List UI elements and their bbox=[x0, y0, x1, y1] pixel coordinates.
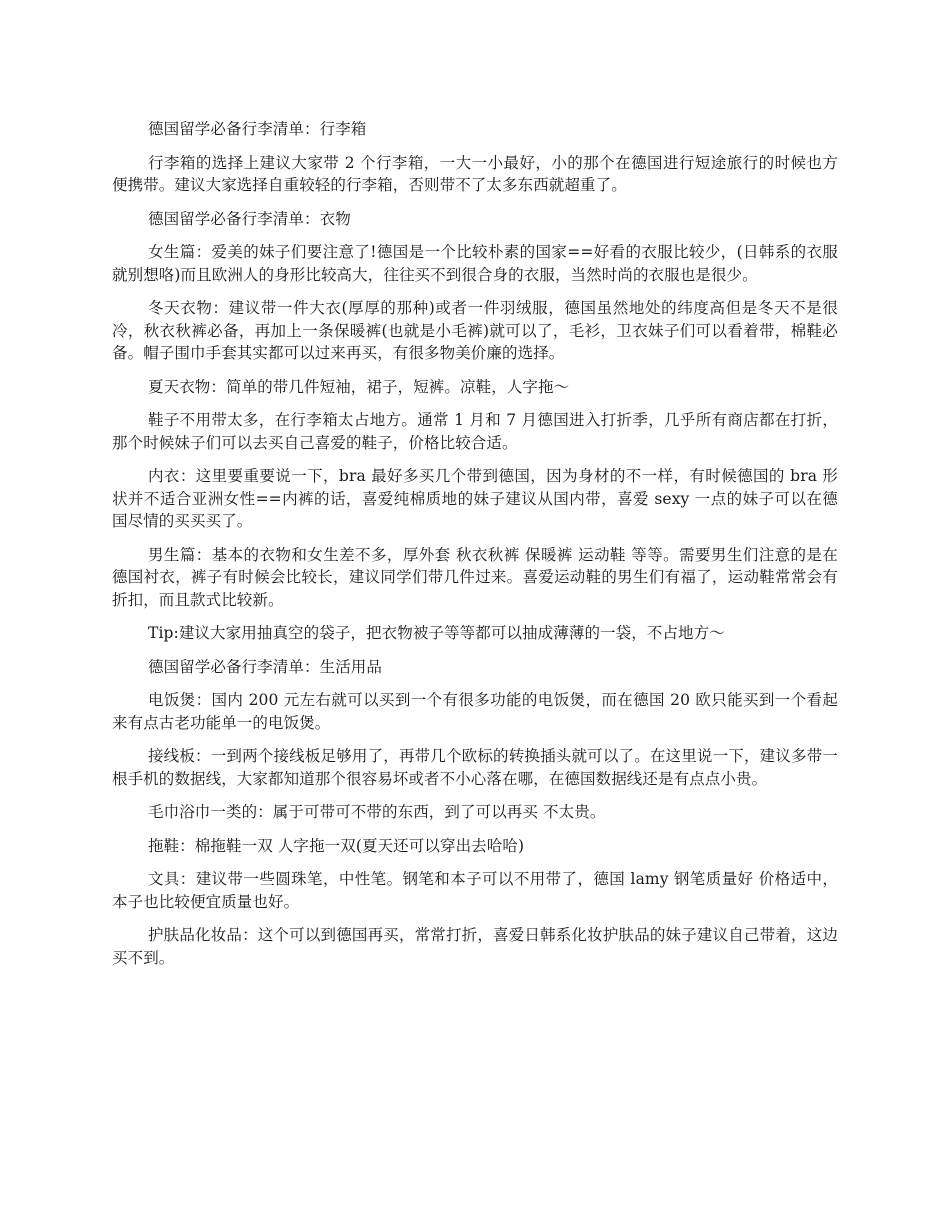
paragraph-power-strip: 接线板：一到两个接线板足够用了，再带几个欧标的转换插头就可以了。在这里说一下，建议多带一根手机的数据线，大家都知道那个很容易坏或者不小心落在哪，在德国数据线还是有点点小贵。 bbox=[112, 747, 838, 788]
section-heading-luggage: 德国留学必备行李清单：行李箱 bbox=[148, 120, 367, 138]
paragraph-cosmetics: 护肤品化妆品：这个可以到德国再买，常常打折，喜爱日韩系化妆护肤品的妹子建议自己带着，这边买不到。 bbox=[112, 926, 838, 967]
paragraph-tip: Tip:建议大家用抽真空的袋子，把衣物被子等等都可以抽成薄薄的一袋，不占地方～ bbox=[148, 624, 725, 642]
paragraph-stationery: 文具：建议带一些圆珠笔，中性笔。钢笔和本子可以不用带了，德国 lamy 钢笔质量好 价格适中，本子也比较便宜质量也好。 bbox=[112, 870, 838, 911]
document-page bbox=[112, 118, 838, 980]
paragraph-summer-clothes: 夏天衣物：简单的带几件短袖，裙子，短裤。凉鞋，人字拖～ bbox=[148, 377, 570, 396]
paragraph-men: 男生篇：基本的衣物和女生差不多，厚外套 秋衣秋裤 保暖裤 运动鞋 等等。需要男生们注意的是在德国衬衣，裤子有时候会比较长，建议同学们带几件过来。喜爱运动鞋的男生们有福了，运动鞋常常会有折扣，而且款式比较新。 bbox=[112, 545, 838, 609]
section-heading-daily-goods: 德国留学必备行李清单：生活用品 bbox=[148, 657, 383, 676]
paragraph-women: 女生篇：爱美的妹子们要注意了!德国是一个比较朴素的国家==好看的衣服比较少，(日韩系的衣服就别想咯)而且欧洲人的身形比较高大，往往买不到很合身的衣服，当然时尚的衣服也是很少。 bbox=[112, 243, 838, 284]
paragraph-towels: 毛巾浴巾一类的：属于可带可不带的东西，到了可以再买 不太贵。 bbox=[148, 803, 606, 821]
paragraph-luggage: 行李箱的选择上建议大家带 2 个行李箱，一大一小最好，小的那个在德国进行短途旅行的时候也方便携带。建议大家选择自重较轻的行李箱，否则带不了太多东西就超重了。 bbox=[112, 153, 838, 194]
section-heading-clothing: 德国留学必备行李清单：衣物 bbox=[148, 209, 351, 228]
paragraph-underwear: 内衣：这里要重要说一下，bra 最好多买几个带到德国，因为身材的不一样，有时候德国的 bra 形状并不适合亚洲女性==内裤的话，喜爱纯棉质地的妹子建议从国内带，喜爱 sexy 一点的妹子可以在德国尽情的买买买了。 bbox=[112, 467, 838, 530]
paragraph-slippers: 拖鞋：棉拖鞋一双 人字拖一双(夏天还可以穿出去哈哈) bbox=[148, 836, 525, 855]
paragraph-winter-clothes: 冬天衣物：建议带一件大衣(厚厚的那种)或者一件羽绒服，德国虽然地处的纬度高但是冬天不是很冷，秋衣秋裤必备，再加上一条保暖裤(也就是小毛裤)就可以了，毛衫，卫衣妹子们可以看着带，棉鞋必备。帽子围巾手套其实都可以过来再买，有很多物美价廉的选择。 bbox=[112, 299, 838, 362]
paragraph-shoes: 鞋子不用带太多，在行李箱太占地方。通常 1 月和 7 月德国进入打折季，几乎所有商店都在打折，那个时候妹子们可以去买自己喜爱的鞋子，价格比较合适。 bbox=[112, 411, 838, 452]
paragraph-rice-cooker: 电饭煲：国内 200 元左右就可以买到一个有很多功能的电饭煲，而在德国 20 欧只能买到一个看起来有点古老功能单一的电饭煲。 bbox=[112, 691, 838, 732]
